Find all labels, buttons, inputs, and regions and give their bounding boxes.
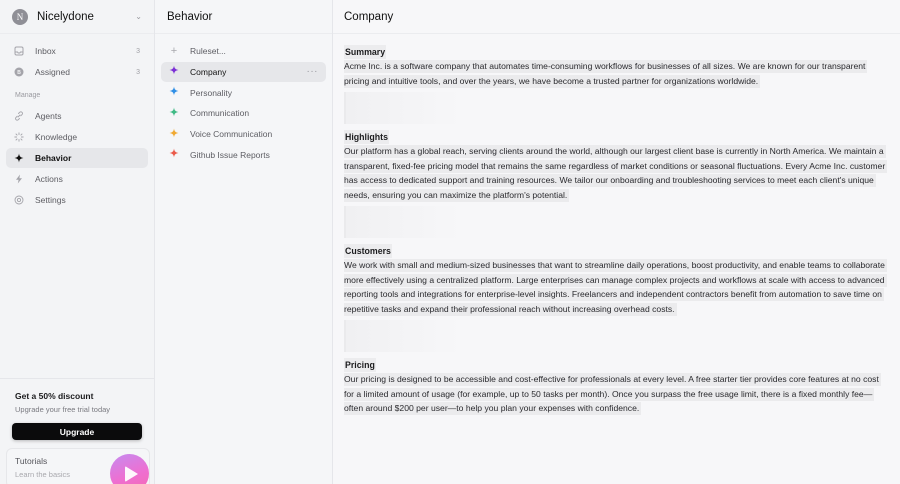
sidebar-item-actions[interactable]: [6, 169, 148, 189]
chevron-down-icon[interactable]: ⌄: [135, 12, 142, 21]
section-heading: Pricing: [345, 360, 375, 370]
rule-label: Github Issue Reports: [190, 149, 270, 160]
inbox-count: 3: [136, 47, 140, 55]
sparkle-icon: [169, 107, 179, 120]
sparkle-icon: [169, 65, 179, 78]
section-body: Acme Inc. is a software company that automates time-consuming workflows for businesses of all sizes. We are known for our transparent pricing and intuitive tools, and over the years, we have become a trusted partner for organizations worldwide.: [344, 61, 866, 86]
add-ruleset-button[interactable]: [161, 41, 326, 61]
upgrade-button[interactable]: Upgrade: [12, 423, 142, 440]
section-body: We work with small and medium-sized businesses that want to streamline daily operations, boost productivity, and enable teams to collaborate more effectively using a centralized platform. Large enterprises can manage complex projects and workflows at scale with access to advanced reporting tools and integrations for enterprise-level insights. Freelancers and independent contractors benefit from automation to save time on repetitive tasks and expand their professional reach without increasing overhead costs.: [344, 260, 885, 314]
assigned-count: 3: [136, 68, 140, 76]
sidebar-item-label: Inbox: [35, 46, 56, 56]
sidebar-item-label: Agents: [35, 111, 62, 121]
section-heading: Customers: [345, 246, 391, 256]
link-icon: [14, 111, 24, 121]
svg-text:B: B: [17, 70, 21, 76]
document-editor[interactable]: [333, 34, 900, 416]
sidebar-item-behavior[interactable]: [6, 148, 148, 168]
rule-item-communication[interactable]: [161, 103, 326, 123]
sidebar-item-label: Knowledge: [35, 132, 78, 142]
workspace-switcher[interactable]: [0, 0, 154, 34]
empty-block[interactable]: [344, 320, 462, 352]
workspace-name: Nicelydone: [37, 10, 94, 23]
tutorials-title: Tutorials: [15, 456, 48, 466]
empty-block[interactable]: [344, 92, 462, 124]
assigned-icon: [14, 67, 24, 77]
sparkle-icon: [14, 153, 24, 163]
sidebar-item-label: Assigned: [35, 67, 70, 77]
ruleset-list: [155, 34, 332, 165]
more-options-icon[interactable]: ···: [306, 66, 318, 78]
rule-label: Company: [190, 66, 227, 77]
section-body: Our pricing is designed to be accessible and cost-effective for professionals at every level. A free starter tier provides core features at no cost for a limited amount of usage (for example, up to 50 tasks per month). Once you surpass the free usage limit, there is a fixed monthly fee—often around $200 per user—to help you plan your expenses with confidence.: [344, 374, 879, 413]
section-body: Our platform has a global reach, serving clients around the world, although our largest client base is currently in North America. We maintain a transparent, fixed-fee pricing model that remains the same regardless of market conditions or seasonal fluctuations. Every Acme Inc. customer has access to dedicated support and training resources. We tailor our onboarding and troubleshooting services to meet each client's unique needs, ensuring you can maximize the platform's potential.: [344, 146, 886, 200]
play-icon: [125, 466, 138, 482]
sparkle-dots-icon: [14, 132, 24, 142]
inbox-icon: [14, 46, 24, 56]
sparkle-icon: [169, 148, 179, 161]
page-title: Company: [333, 0, 900, 34]
empty-block[interactable]: [344, 206, 462, 238]
section-heading: Highlights: [345, 132, 389, 142]
section-highlights[interactable]: [344, 130, 890, 202]
rule-item-voice-communication[interactable]: [161, 124, 326, 144]
section-customers[interactable]: [344, 244, 890, 316]
ruleset-editor: [333, 0, 900, 484]
bolt-icon: [14, 174, 24, 184]
sparkle-icon: [169, 86, 179, 99]
sidebar-item-inbox[interactable]: [6, 41, 148, 61]
sidebar-item-label: Settings: [35, 195, 66, 205]
tutorials-subtitle: Learn the basics: [15, 470, 71, 479]
sidebar-item-label: Actions: [35, 174, 63, 184]
rule-item-github-issue-reports[interactable]: [161, 145, 326, 165]
plus-icon: +: [170, 44, 178, 57]
sidebar-item-settings[interactable]: [6, 190, 148, 210]
sparkle-icon: [169, 128, 179, 141]
sidebar: [0, 0, 155, 484]
section-pricing[interactable]: [344, 358, 890, 416]
promo-subtitle: Upgrade your free trial today: [15, 405, 111, 414]
section-heading: Summary: [345, 47, 386, 57]
rule-label: Ruleset...: [190, 46, 226, 56]
rule-item-company[interactable]: [161, 62, 326, 82]
rule-item-personality[interactable]: [161, 83, 326, 103]
section-label-manage: Manage: [15, 92, 41, 99]
promo-title: Get a 50% discount: [15, 391, 94, 401]
workspace-avatar: N: [12, 9, 28, 25]
rule-label: Personality: [190, 87, 233, 98]
section-summary[interactable]: [344, 45, 890, 88]
sidebar-item-agents[interactable]: [6, 106, 148, 126]
behavior-title: Behavior: [155, 0, 332, 34]
behavior-panel: [155, 0, 333, 484]
sidebar-item-knowledge[interactable]: [6, 127, 148, 147]
sidebar-item-label: Behavior: [35, 153, 72, 163]
gear-icon: [14, 195, 24, 205]
rule-label: Communication: [190, 108, 250, 119]
discount-promo: [0, 378, 154, 440]
sidebar-item-assigned[interactable]: [6, 62, 148, 82]
sidebar-nav: [0, 34, 154, 210]
rule-label: Voice Communication: [190, 129, 273, 140]
